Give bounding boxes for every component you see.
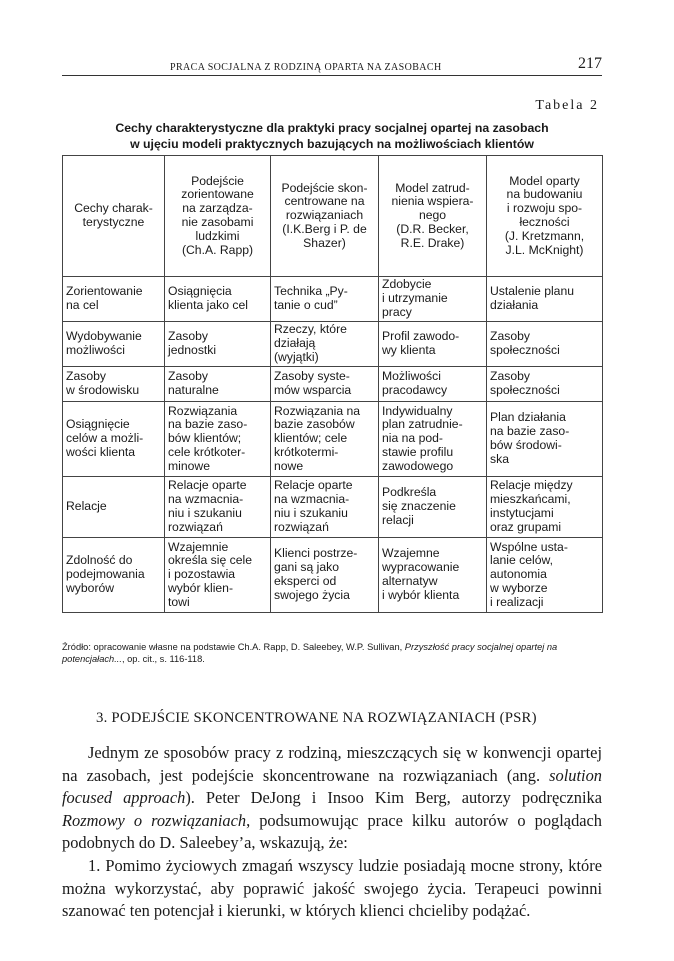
table-cell: Zasoby w środowisku bbox=[63, 367, 165, 402]
table-cell: Wydobywanie możliwości bbox=[63, 322, 165, 367]
table-cell: Indywidualny plan zatrudnie- nia na pod- stawie profilu zawodowego bbox=[379, 402, 487, 477]
paragraph-italic: solution focused approach bbox=[62, 765, 602, 808]
table-cell: Zorientowanie na cel bbox=[63, 277, 165, 322]
running-header bbox=[62, 55, 602, 76]
table-cell: Zasoby jednostki bbox=[165, 322, 271, 367]
table-cell: Zasoby społeczności bbox=[487, 367, 603, 402]
table-title-line-2: w ujęciu modeli praktycznych bazujących na możliwościach klientów bbox=[130, 137, 534, 151]
table-cell: Wzajemne wypracowanie alternatyw i wybór klienta bbox=[379, 538, 487, 613]
paragraph: 1. Pomimo życiowych zmagań wszyscy ludzie posiadają mocne strony, które można wykorzystać, aby poprawić jakość swojego życia. Terapeuci powinni szanować ten potencjał i kierunki, w których klienci chcieliby podążać. bbox=[62, 855, 602, 921]
header-cell: Podejście zorientowane na zarządza- nie zasobami ludzkimi (Ch.A. Rapp) bbox=[165, 156, 271, 277]
table-label: Tabela 2 bbox=[535, 98, 599, 113]
table-cell: Relacje oparte na wzmacnia- niu i szukaniu rozwiązań bbox=[165, 477, 271, 538]
header-cell: Model oparty na budowaniu i rozwoju spo- łeczności (J. Kretzmann, J.L. McKnight) bbox=[487, 156, 603, 277]
table-cell: Relacje między mieszkańcami, instytucjami oraz grupami bbox=[487, 477, 603, 538]
source-note-prefix: Źródło: opracowanie własne na podstawie Ch.A. Rapp, D. Saleebey, W.P. Sullivan, bbox=[62, 642, 405, 652]
table-cell: Klienci postrze- gani są jako eksperci od swojego życia bbox=[271, 538, 379, 613]
table-row bbox=[63, 477, 603, 538]
book-title: Rozmowy o rozwiązaniach bbox=[62, 810, 247, 830]
table-cell: Relacje oparte na wzmacnia- niu i szukaniu rozwiązań bbox=[271, 477, 379, 538]
table-cell: Zasoby syste- mów wsparcia bbox=[271, 367, 379, 402]
table-cell: Plan działania na bazie zaso- bów środowi- ska bbox=[487, 402, 603, 477]
running-title: PRACA SOCJALNA Z RODZINĄ OPARTA NA ZASOBACH bbox=[170, 62, 442, 73]
table-cell: Relacje bbox=[63, 477, 165, 538]
source-note-suffix: , op. cit., s. 116-118. bbox=[121, 654, 205, 664]
characteristics-table bbox=[62, 155, 603, 613]
table-cell: Osiągnięcia klienta jako cel bbox=[165, 277, 271, 322]
table-row bbox=[63, 277, 603, 322]
table-row bbox=[63, 322, 603, 367]
paragraph-text: , podsumowując prace kilku autorów o poglądach podobnych do D. Saleebey’a, wskazują, że: bbox=[62, 810, 603, 853]
header-cell: Cechy charak- terystyczne bbox=[63, 156, 165, 277]
table-row bbox=[63, 402, 603, 477]
table-cell: Profil zawodo- wy klienta bbox=[379, 322, 487, 367]
table-cell: Osiągnięcie celów a możli- wości klienta bbox=[63, 402, 165, 477]
paragraph-text: Jednym ze sposobów pracy z rodziną, mieszczących się w konwencji opartej na zasobach, jest podejście skoncentrowane na rozwiązaniach (ang. bbox=[62, 743, 602, 785]
table-title bbox=[62, 120, 602, 152]
paragraph-text: ). Peter DeJong i Insoo Kim Berg, autorzy podręcznika bbox=[185, 788, 602, 808]
table-cell: Podkreśla się znaczenie relacji bbox=[379, 477, 487, 538]
table-cell: Rzeczy, które działają (wyjątki) bbox=[271, 322, 379, 367]
table-cell: Wzajemnie określa się cele i pozostawia wybór klien- towi bbox=[165, 538, 271, 613]
section-heading: 3. PODEJŚCIE SKONCENTROWANE NA ROZWIĄZANIACH (PSR) bbox=[96, 710, 537, 726]
header-cell: Model zatrud- nienia wspiera- nego (D.R. Becker, R.E. Drake) bbox=[379, 156, 487, 277]
body-text bbox=[62, 742, 602, 923]
table-cell: Zasoby społeczności bbox=[487, 322, 603, 367]
table-row bbox=[63, 367, 603, 402]
table-title-line-1: Cechy charakterystyczne dla praktyki pracy socjalnej opartej na zasobach bbox=[115, 121, 549, 135]
table-cell: Technika „Py- tanie o cud” bbox=[271, 277, 379, 322]
table-cell: Zdobycie i utrzymanie pracy bbox=[379, 277, 487, 322]
source-note bbox=[62, 641, 602, 665]
table-cell: Rozwiązania na bazie zaso- bów klientów; cele krótkoter- minowe bbox=[165, 402, 271, 477]
source-note-title: Przyszłość pracy socjalnej opartej na potencjałach... bbox=[62, 642, 558, 664]
table-cell: Ustalenie planu działania bbox=[487, 277, 603, 322]
table-cell: Zdolność do podejmowania wyborów bbox=[63, 538, 165, 613]
header-cell: Podejście skon- centrowane na rozwiązaniach (I.K.Berg i P. de Shazer) bbox=[271, 156, 379, 277]
table-cell: Zasoby naturalne bbox=[165, 367, 271, 402]
table-header-row bbox=[63, 156, 603, 277]
table-cell: Rozwiązania na bazie zasobów klientów; cele krótkotermi- nowe bbox=[271, 402, 379, 477]
paragraph bbox=[62, 742, 602, 855]
table-cell: Możliwości pracodawcy bbox=[379, 367, 487, 402]
page-number: 217 bbox=[578, 55, 602, 72]
table-cell: Wspólne usta- lanie celów, autonomia w wyborze i realizacji bbox=[487, 538, 603, 613]
table-row bbox=[63, 538, 603, 613]
